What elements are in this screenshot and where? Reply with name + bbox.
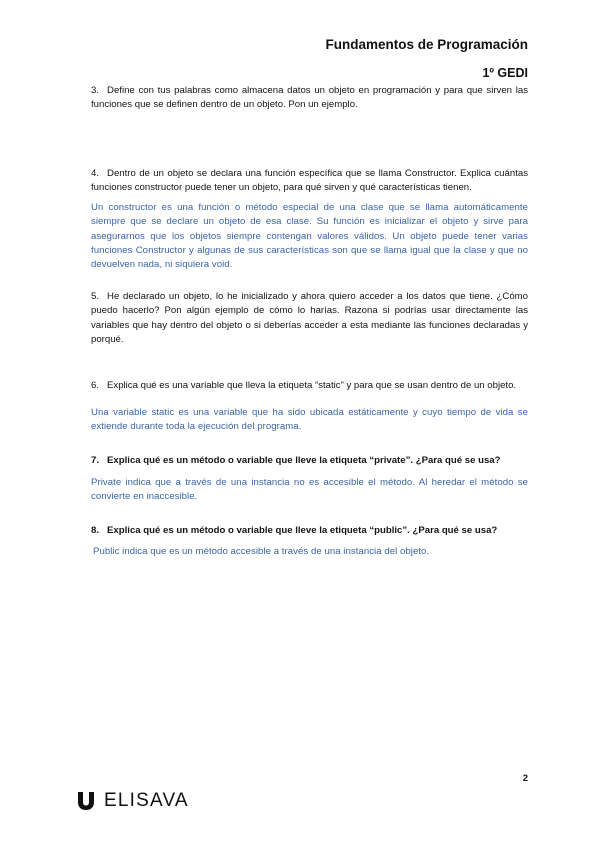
question-7	[91, 454, 528, 468]
answer-6: Una variable static es una variable que ha sido ubicada estáticamente y cuyo tiempo de vida se extiende durante toda la ejecución del programa.	[91, 407, 528, 433]
question-3-text: Define con tus palabras como almacena datos un objeto en programación y para que sirven las funciones que se definen dentro de un objeto. Pon un ejemplo.	[91, 85, 528, 111]
answer-7: Private indica que a través de una instancia no es accesible el método. Al heredar el método se convierte en inaccesible.	[91, 477, 528, 503]
question-7-number: 7.	[91, 455, 100, 466]
question-6-number: 6.	[91, 380, 100, 391]
question-3	[91, 84, 528, 113]
question-4	[91, 167, 528, 196]
page-number: 2	[522, 773, 528, 784]
question-6-text: Explica qué es una variable que lleva la etiqueta “static” y para que se usan dentro de un objeto.	[107, 380, 517, 391]
answer-8: Public indica que es un método accesible a través de una instancia del objeto.	[93, 546, 430, 557]
question-8	[91, 524, 528, 538]
question-3-number: 3.	[91, 85, 100, 96]
question-6	[91, 379, 528, 393]
elisava-logo-text: ELISAVA	[104, 790, 189, 811]
elisava-u-logo-icon	[76, 792, 96, 810]
question-8-number: 8.	[91, 525, 100, 536]
elisava-logo	[76, 790, 189, 812]
question-8-text: Explica qué es un método o variable que lleve la etiqueta “public”. ¿Para qué se usa?	[107, 525, 498, 536]
course-group: 1º GEDI	[482, 66, 528, 80]
question-4-text: Dentro de un objeto se declara una función específica que se llama Constructor. Explica cuántas funciones constructor puede tener un objeto, para qué sirven y qué características tienen.	[91, 168, 528, 194]
question-5-number: 5.	[91, 291, 100, 302]
question-7-text: Explica qué es un método o variable que lleve la etiqueta “private”. ¿Para qué se usa?	[107, 455, 501, 466]
question-5-text: He declarado un objeto, lo he inicializado y ahora quiero acceder a los datos que tiene. ¿Cómo puedo hacerlo? Pon algún ejemplo de cómo lo harías. Razona si podrías usar directamente las variables que hay dentro del objeto o si deberías acceder a esta mediante las funciones declaradas y porqué.	[91, 291, 528, 345]
answer-4: Un constructor es una función o método especial de una clase que se llama automáticamente siempre que se declare un objeto de esa clase. Su función es inicializar el objeto y sirve para asegurarnos que los objetos siempre contengan valores válidos. Un objeto puede tener varias funciones Constructor y algunas de sus características son que se llama igual que la clase y que no devuelven nada, ni siquiera void.	[91, 202, 528, 271]
question-5	[91, 290, 528, 347]
question-4-number: 4.	[91, 168, 100, 179]
course-title: Fundamentos de Programación	[325, 37, 528, 52]
